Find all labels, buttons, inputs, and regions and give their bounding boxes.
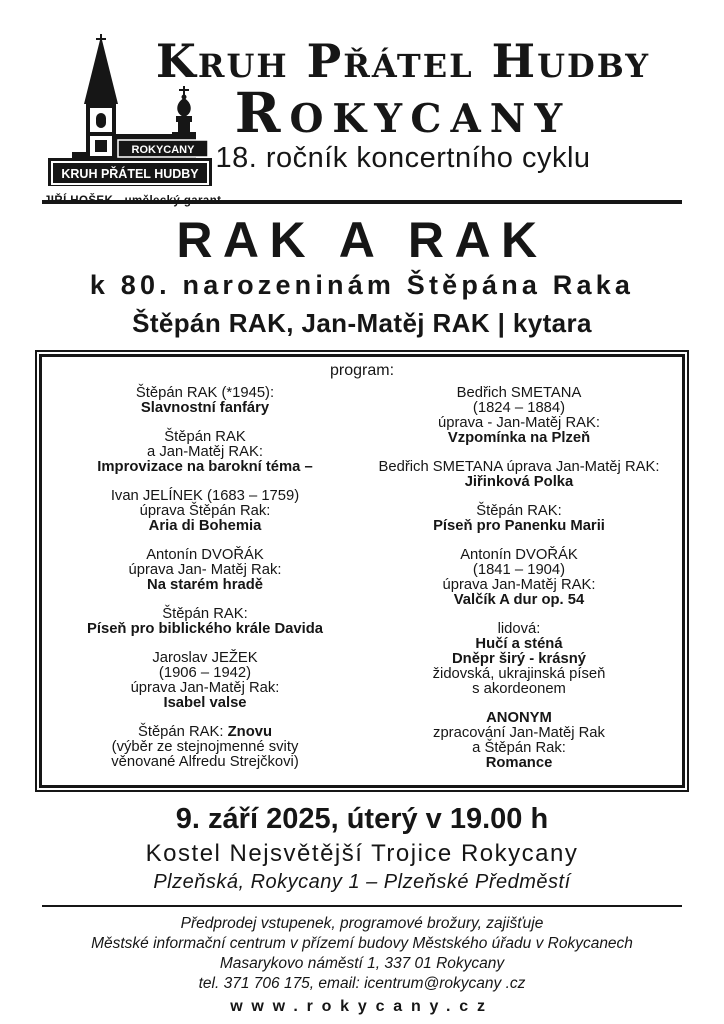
title-block xyxy=(100,34,706,174)
poster-header xyxy=(0,0,724,207)
concert-subtitle: k 80. narozeninám Štěpána Raka xyxy=(89,270,635,300)
program-box xyxy=(35,350,689,792)
program-line: (1906 – 1942) xyxy=(158,665,252,681)
program-entry xyxy=(52,386,358,416)
divider-thin xyxy=(42,905,682,907)
program-entry xyxy=(52,607,358,637)
program-line: Píseň pro biblického krále Davida xyxy=(86,621,323,637)
program-columns xyxy=(48,386,676,785)
footer-line: tel. 371 706 175, email: icentrum@rokycany .cz xyxy=(198,975,526,992)
society-title-line2: Rokycany xyxy=(234,79,572,145)
logo-club-label: KRUH PŘÁTEL HUDBY xyxy=(61,167,199,181)
program-line: Štěpán RAK: xyxy=(476,503,562,519)
program-line: Antonín DVOŘÁK xyxy=(146,547,264,563)
program-line: Bedřich SMETANA úprava Jan-Matěj RAK: xyxy=(378,459,660,475)
program-entry xyxy=(366,386,672,446)
poster-footer xyxy=(0,914,724,1017)
program-line: Romance xyxy=(485,755,553,771)
program-entry xyxy=(366,711,672,771)
event-datetime: 9. září 2025, úterý v 19.00 h xyxy=(175,803,549,835)
event-venue: Kostel Nejsvětější Trojice Rokycany xyxy=(145,840,579,867)
program-line: Štěpán RAK xyxy=(164,429,246,445)
program-line: Antonín DVOŘÁK xyxy=(460,547,578,563)
program-line: Dněpr širý - krásný xyxy=(451,651,587,667)
program-entry xyxy=(52,489,358,534)
program-line: úprava Jan- Matěj Rak: xyxy=(128,562,282,578)
program-label: program: xyxy=(329,362,395,379)
program-line: věnované Alfredu Strejčkovi) xyxy=(111,754,299,770)
footer-line: Masarykovo náměstí 1, 337 01 Rokycany xyxy=(219,955,505,972)
program-entry xyxy=(366,504,672,534)
program-line: úprava Jan-Matěj Rak: xyxy=(130,680,280,696)
program-line: židovská, ukrajinská píseň xyxy=(432,666,606,682)
footer-line: Městské informační centrum v přízemí budovy Městského úřadu v Rokycanech xyxy=(91,935,633,952)
program-line: a Jan-Matěj RAK: xyxy=(147,444,263,460)
program-line: (1824 – 1884) xyxy=(472,400,566,416)
program-entry xyxy=(366,460,672,490)
program-entry xyxy=(366,548,672,608)
logo-town-label: ROKYCANY xyxy=(131,144,195,156)
program-line: Jaroslav JEŽEK xyxy=(152,650,258,666)
program-line: Na starém hradě xyxy=(147,577,263,593)
program-line: Isabel valse xyxy=(163,695,247,711)
program-column-right xyxy=(362,386,676,785)
program-entry xyxy=(52,430,358,475)
program-line: Štěpán RAK: xyxy=(162,606,248,622)
event-address: Plzeňská, Rokycany 1 – Plzeňské Předměstí xyxy=(153,871,571,893)
program-line: Jiřinková Polka xyxy=(464,474,574,490)
website-url: www.rokycany.cz xyxy=(230,998,494,1015)
program-entry xyxy=(52,548,358,593)
program-line: Improvizace na barokní téma – xyxy=(97,459,313,475)
concert-heading xyxy=(0,214,724,337)
program-entry xyxy=(52,725,358,770)
society-title-line1: Kruh Přátel Hudby xyxy=(155,34,651,88)
program-line: Ivan JELÍNEK (1683 – 1759) xyxy=(110,488,300,504)
program-line: Aria di Bohemia xyxy=(148,518,262,534)
program-line: Vzpomínka na Plzeň xyxy=(447,430,591,446)
program-entry xyxy=(366,622,672,697)
performers-line: Štěpán RAK, Jan-Matěj RAK | kytara xyxy=(132,308,592,338)
program-box-inner xyxy=(39,354,685,788)
program-line: úprava - Jan-Matěj RAK: xyxy=(437,415,600,431)
program-line: úprava Štěpán Rak: xyxy=(139,503,271,519)
program-line: (výběr ze stejnojmenné svity xyxy=(111,739,299,755)
cycle-subtitle: 18. ročník koncertního cyklu xyxy=(215,141,591,174)
program-line: Bedřich SMETANA xyxy=(456,385,582,401)
program-line: Hučí a sténá xyxy=(475,636,563,652)
program-line: úprava Jan-Matěj RAK: xyxy=(442,577,596,593)
event-info xyxy=(0,804,724,893)
concert-title: RAK A RAK xyxy=(176,212,548,268)
program-line: ANONYM xyxy=(486,710,552,726)
program-line: lidová: xyxy=(497,621,541,637)
program-entry xyxy=(52,651,358,711)
program-line: Štěpán RAK (*1945): xyxy=(135,385,275,401)
footer-line: Předprodej vstupenek, programové brožury, zajišťuje xyxy=(180,915,544,932)
program-line: zpracování Jan-Matěj Rak xyxy=(433,725,605,741)
program-line: (1841 – 1904) xyxy=(472,562,566,578)
program-line: s akordeonem xyxy=(472,681,566,697)
program-line: Slavnostní fanfáry xyxy=(140,400,270,416)
program-line: Valčík A dur op. 54 xyxy=(453,592,585,608)
program-line: a Štěpán Rak: xyxy=(472,740,566,756)
program-line: Štěpán RAK: Znovu xyxy=(137,724,273,740)
program-column-left xyxy=(48,386,362,785)
logo-garant-text: JIŘÍ HOŠEK - umělecký garant xyxy=(44,195,222,207)
program-line: Píseň pro Panenku Marii xyxy=(433,518,605,534)
